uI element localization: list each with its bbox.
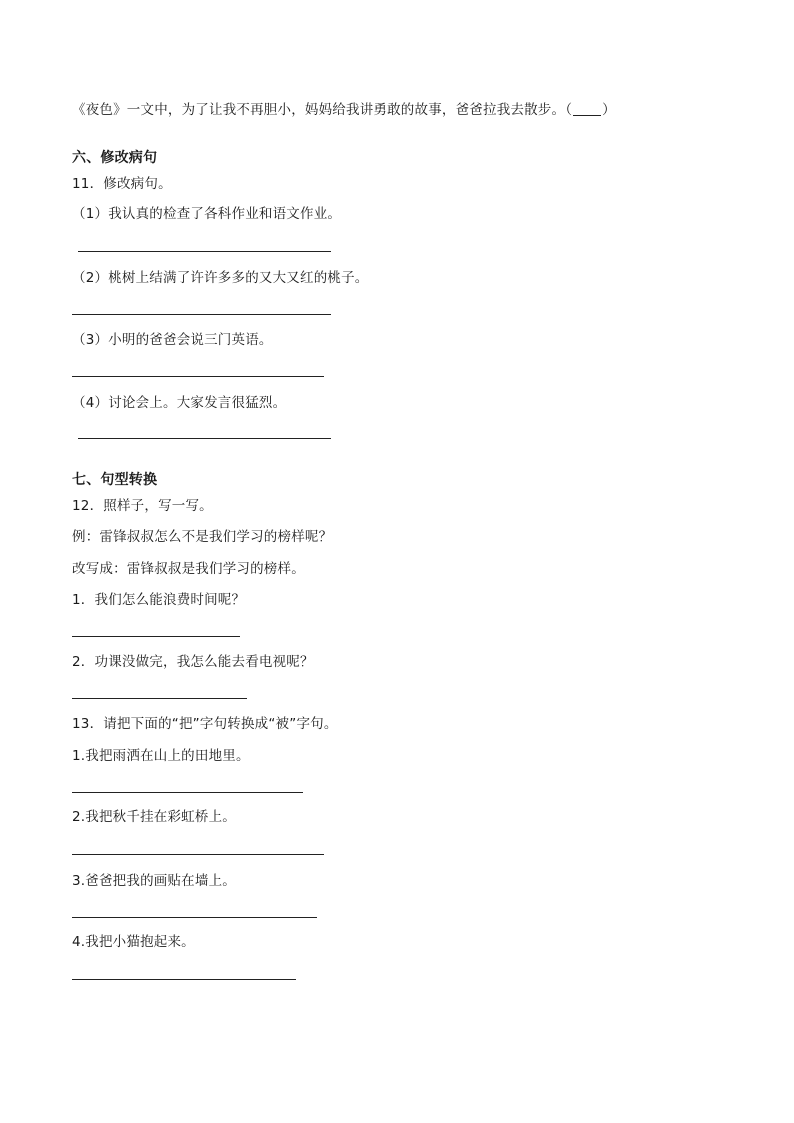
- intro-close: ）: [602, 102, 616, 118]
- answer-line-11-2[interactable]: [72, 314, 331, 315]
- question-intro: [72, 100, 616, 120]
- question-12-item-2: 2．功课没做完，我怎么能去看电视呢？: [72, 654, 314, 670]
- answer-line-13-3[interactable]: [72, 917, 317, 918]
- question-11-item-3: （3）小明的爸爸会说三门英语。: [72, 332, 273, 348]
- section-heading-6: 六、修改病句: [72, 150, 158, 166]
- question-13-item-3: 3.爸爸把我的画贴在墙上。: [72, 873, 236, 889]
- question-12-example: 例：雷锋叔叔怎么不是我们学习的榜样呢？: [72, 529, 333, 545]
- question-11-item-4: （4）讨论会上。大家发言很猛烈。: [72, 395, 287, 411]
- question-11-stem: 11．修改病句。: [72, 176, 172, 192]
- question-13-item-1: 1.我把雨洒在山上的田地里。: [72, 748, 250, 764]
- question-12-rewrite: 改写成：雷锋叔叔是我们学习的榜样。: [72, 561, 305, 577]
- section-heading-7: 七、句型转换: [72, 472, 158, 488]
- answer-line-13-1[interactable]: [72, 792, 303, 793]
- answer-blank[interactable]: [573, 101, 601, 116]
- intro-text: 《夜色》一文中，为了让我不再胆小，妈妈给我讲勇敢的故事，爸爸拉我去散步。（: [72, 102, 573, 118]
- question-13-item-2: 2.我把秋千挂在彩虹桥上。: [72, 809, 236, 825]
- answer-line-12-2[interactable]: [72, 698, 247, 699]
- answer-line-13-4[interactable]: [72, 979, 296, 980]
- question-12-stem: 12．照样子，写一写。: [72, 498, 213, 514]
- question-13-stem: 13．请把下面的“把”字句转换成“被”字句。: [72, 716, 338, 732]
- answer-line-11-4[interactable]: [78, 438, 331, 439]
- question-11-item-1: （1）我认真的检查了各科作业和语文作业。: [72, 206, 342, 222]
- question-11-item-2: （2）桃树上结满了许许多多的又大又红的桃子。: [72, 270, 369, 286]
- answer-line-12-1[interactable]: [72, 636, 240, 637]
- question-13-item-4: 4.我把小猫抱起来。: [72, 934, 195, 950]
- answer-line-11-3[interactable]: [72, 376, 324, 377]
- answer-line-13-2[interactable]: [72, 854, 324, 855]
- answer-line-11-1[interactable]: [78, 251, 331, 252]
- question-12-item-1: 1．我们怎么能浪费时间呢？: [72, 592, 246, 608]
